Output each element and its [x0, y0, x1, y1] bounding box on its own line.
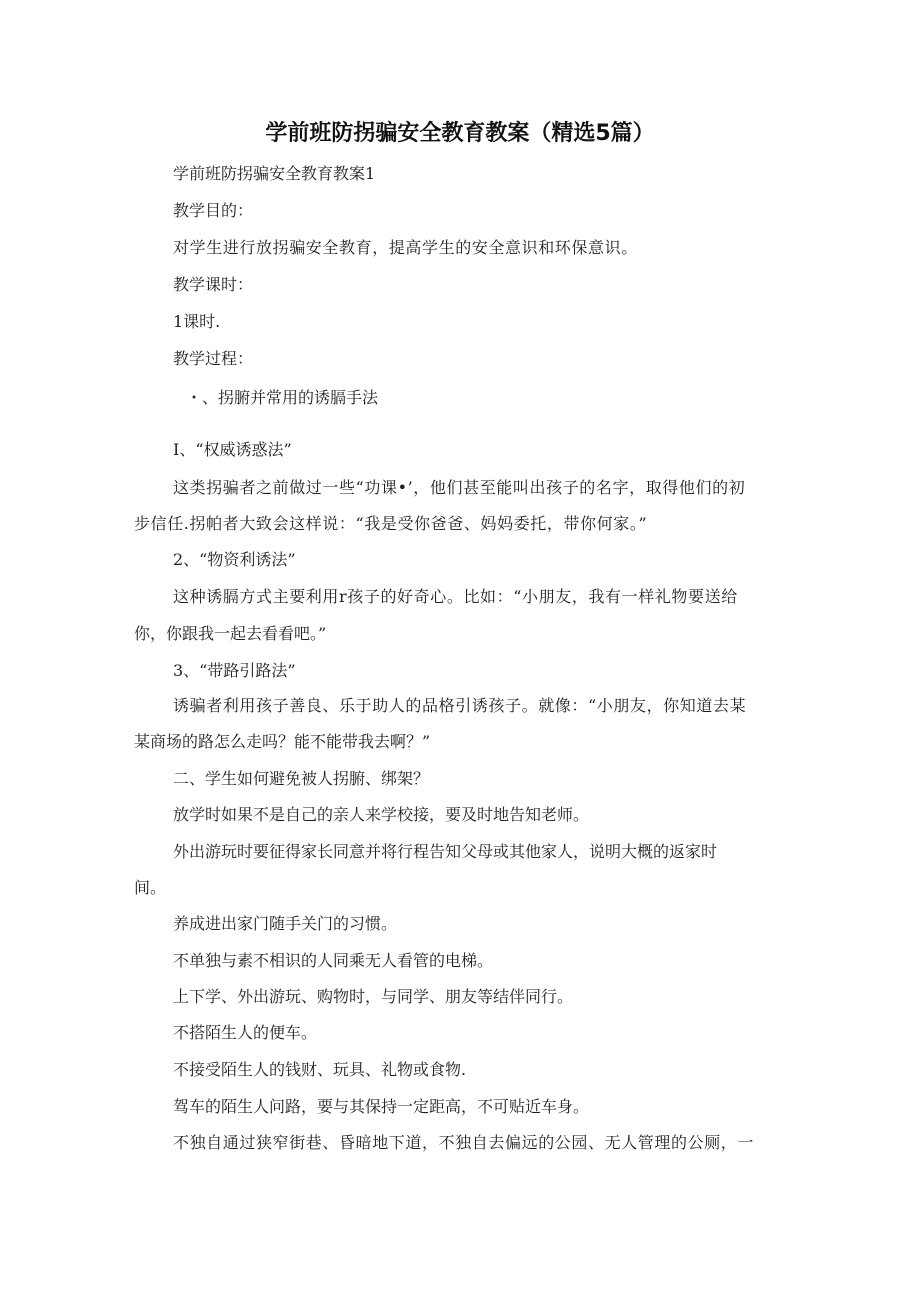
paragraph-line: 驾车的陌生人问路，要与其保持一定距高，不可贴近车身。 — [173, 1097, 590, 1116]
paragraph-line: 不接受陌生人的钱财、玩具、礼物或食物. — [173, 1060, 467, 1079]
paragraph-line: 上下学、外出游玩、购物时，与同学、朋友等结伴同行。 — [173, 987, 574, 1006]
paragraph-line: 3、“带路引路法” — [173, 661, 296, 680]
paragraph-line: ・、拐腑并常用的诱膈手法 — [186, 388, 379, 407]
paragraph-line: 不单独与素不相识的人同乘无人看管的电梯。 — [173, 951, 494, 970]
paragraph-line: 2、“物资利诱法” — [173, 550, 296, 569]
paragraph-line: 1课时. — [173, 312, 221, 331]
document-title: 学前班防拐骗安全教育教案（精选5篇） — [265, 121, 655, 146]
section-heading-2: 二、学生如何避免被人拐腑、绑架？ — [173, 769, 430, 788]
paragraph-line: 教学课时： — [173, 275, 254, 294]
section-heading-1: 学前班防拐骗安全教育教案1 — [173, 164, 376, 183]
paragraph-line: 步信任.拐帕者大致会这样说：“我是受你爸爸、妈妈委托，带你何家。” — [134, 514, 648, 533]
paragraph-line: 对学生进行放拐骗安全教育，提高学生的安全意识和环保意识。 — [173, 238, 638, 257]
paragraph-line: 外出游玩时要征得家长同意并将行程告知父母或其他家人，说明大概的返家时 — [173, 842, 718, 861]
paragraph-line: 不搭陌生人的便车。 — [173, 1023, 318, 1042]
paragraph-line: 你，你跟我一起去看看吧。” — [134, 624, 327, 643]
paragraph-line: 诱骗者利用孩子善良、乐于助人的品格引诱孩子。就像：“小朋友，你知道去某 — [173, 696, 747, 715]
paragraph-line: 这类拐骗者之前做过一些“功课•’，他们甚至能叫出孩子的名字，取得他们的初 — [173, 478, 746, 497]
paragraph-line: 这种诱膈方式主要利用r孩子的好奇心。比如：“小朋友，我有一样礼物要送给 — [173, 587, 738, 606]
paragraph-line: 养成进出家门随手关门的习惯。 — [173, 914, 398, 933]
paragraph-line: 教学过程： — [173, 349, 254, 368]
paragraph-line: 某商场的路怎么走吗？能不能带我去啊？” — [134, 732, 431, 751]
paragraph-line: 放学时如果不是自己的亲人来学校接，要及时地告知老师。 — [173, 805, 590, 824]
paragraph-line: 间。 — [134, 878, 167, 897]
paragraph-line: 不独自通过狭窄街巷、昏暗地下道，不独自去偏远的公园、无人管理的公厕，一 — [173, 1133, 755, 1152]
paragraph-line: I、“权威诱惑法” — [173, 440, 292, 459]
paragraph-line: 教学目的： — [173, 201, 254, 220]
